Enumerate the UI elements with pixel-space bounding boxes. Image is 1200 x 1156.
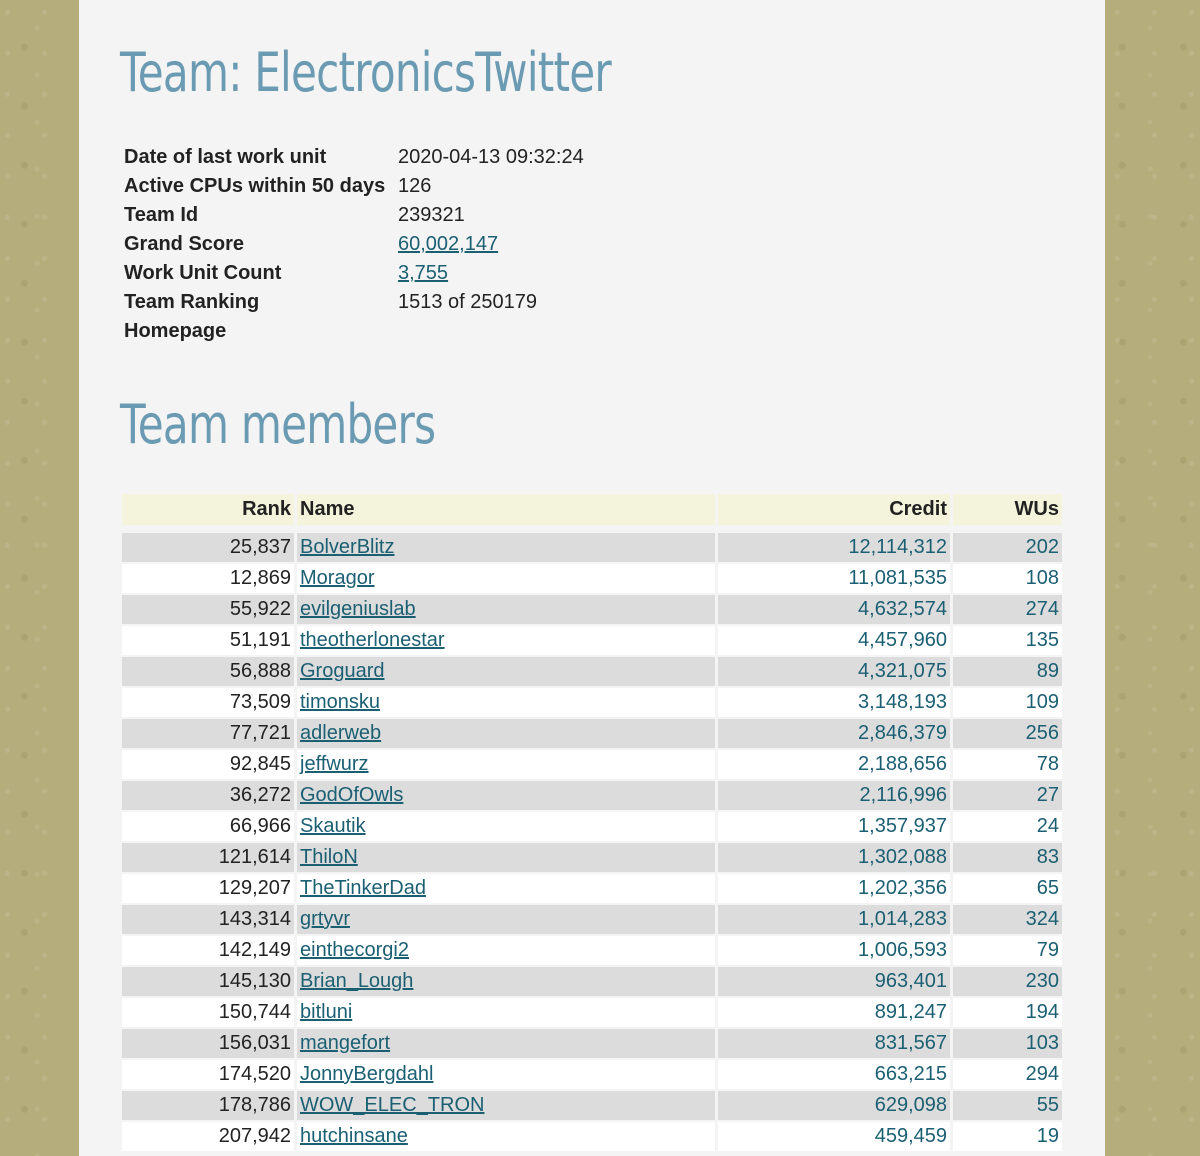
member-credit-cell (715, 781, 950, 812)
member-name-link[interactable]: timonsku (300, 691, 381, 713)
table-row (122, 595, 1062, 626)
wus-column-header[interactable]: WUs (950, 494, 1062, 533)
member-credit-cell (715, 626, 950, 657)
table-row (122, 564, 1062, 595)
member-name-link-cell (294, 1122, 715, 1153)
member-rank: 51,191 (229, 629, 291, 651)
member-name-link[interactable]: hutchinsane (300, 1125, 408, 1147)
member-rank-cell (122, 967, 294, 998)
member-name-link-cell (294, 626, 715, 657)
table-row (122, 1091, 1062, 1122)
info-row (123, 230, 587, 259)
member-credit: 3,148,193 (858, 691, 947, 713)
info-label: Homepage (124, 320, 227, 342)
member-wus-cell (950, 657, 1062, 688)
member-rank-cell (122, 1122, 294, 1153)
member-wus: 27 (1036, 784, 1059, 806)
table-row (122, 874, 1062, 905)
member-name-link-cell (294, 998, 715, 1029)
info-row (123, 143, 587, 172)
member-wus-cell (950, 750, 1062, 781)
member-name-link[interactable]: evilgeniuslab (300, 598, 416, 620)
member-name-link[interactable]: bitluni (300, 1001, 353, 1023)
member-rank-cell (122, 781, 294, 812)
table-header-row (122, 494, 1062, 533)
member-rank: 66,966 (229, 815, 291, 837)
info-value-link[interactable]: 60,002,147 (398, 233, 499, 255)
member-credit: 1,202,356 (858, 877, 947, 899)
member-rank-cell (122, 998, 294, 1029)
table-row (122, 626, 1062, 657)
member-wus-cell (950, 626, 1062, 657)
member-credit-cell (715, 874, 950, 905)
member-name-link[interactable]: mangefort (300, 1032, 391, 1054)
name-column-header[interactable]: Name (294, 494, 715, 533)
member-wus-cell (950, 967, 1062, 998)
info-value-cell (397, 259, 587, 288)
member-wus: 108 (1025, 567, 1059, 589)
info-value-cell (397, 201, 587, 230)
member-wus-cell (950, 1029, 1062, 1060)
info-label: Grand Score (124, 233, 245, 255)
member-credit-cell (715, 750, 950, 781)
member-name-link[interactable]: WOW_ELEC_TRON (300, 1094, 485, 1116)
member-rank-cell (122, 688, 294, 719)
member-rank: 207,942 (218, 1125, 291, 1147)
member-rank: 55,922 (229, 598, 291, 620)
member-rank-cell (122, 750, 294, 781)
member-name-link-cell (294, 750, 715, 781)
member-credit-cell (715, 1029, 950, 1060)
member-name-link-cell (294, 1029, 715, 1060)
member-name-link-cell (294, 936, 715, 967)
member-credit-cell (715, 564, 950, 595)
member-wus: 19 (1036, 1125, 1059, 1147)
member-name-link-cell (294, 905, 715, 936)
member-rank: 150,744 (218, 1001, 291, 1023)
info-value-cell (397, 230, 587, 259)
member-name-link[interactable]: einthecorgi2 (300, 939, 409, 961)
member-credit-cell (715, 1091, 950, 1122)
member-credit: 459,459 (874, 1125, 947, 1147)
member-rank-cell (122, 905, 294, 936)
member-credit-cell (715, 657, 950, 688)
member-credit-cell (715, 595, 950, 626)
member-credit: 2,846,379 (858, 722, 947, 744)
info-value-cell (397, 288, 587, 317)
member-wus-cell (950, 812, 1062, 843)
member-rank: 142,149 (218, 939, 291, 961)
member-name-link[interactable]: grtyvr (300, 908, 350, 930)
credit-column-header[interactable]: Credit (715, 494, 950, 533)
member-rank: 73,509 (229, 691, 291, 713)
member-rank-cell (122, 626, 294, 657)
member-credit-cell (715, 905, 950, 936)
member-credit: 831,567 (874, 1032, 947, 1054)
member-name-link-cell (294, 781, 715, 812)
table-row (122, 967, 1062, 998)
member-wus-cell (950, 719, 1062, 750)
member-rank: 145,130 (218, 970, 291, 992)
member-name-link[interactable]: GodOfOwls (300, 784, 404, 806)
member-wus-cell (950, 688, 1062, 719)
info-value: 1513 of 250179 (398, 291, 538, 313)
member-rank: 12,869 (229, 567, 291, 589)
member-wus-cell (950, 874, 1062, 905)
table-row (122, 750, 1062, 781)
member-wus: 55 (1036, 1094, 1059, 1116)
member-name-link-cell (294, 967, 715, 998)
member-wus: 65 (1036, 877, 1059, 899)
member-name-link-cell (294, 595, 715, 626)
member-name-link-cell (294, 843, 715, 874)
member-rank: 174,520 (218, 1063, 291, 1085)
member-rank-cell (122, 936, 294, 967)
member-name-link[interactable]: Skautik (300, 815, 366, 837)
member-credit: 1,014,283 (858, 908, 947, 930)
member-wus: 109 (1025, 691, 1059, 713)
info-label: Team Ranking (124, 291, 260, 313)
member-wus-cell (950, 781, 1062, 812)
member-rank-cell (122, 595, 294, 626)
member-credit: 12,114,312 (848, 536, 947, 558)
member-wus: 79 (1036, 939, 1059, 961)
table-row (122, 688, 1062, 719)
member-credit: 629,098 (874, 1094, 947, 1116)
member-rank-cell (122, 1029, 294, 1060)
member-name-link-cell (294, 812, 715, 843)
member-wus-cell (950, 1060, 1062, 1091)
member-name-link-cell (294, 657, 715, 688)
member-credit: 963,401 (874, 970, 947, 992)
member-wus-cell (950, 1091, 1062, 1122)
member-credit: 4,457,960 (858, 629, 947, 651)
member-wus: 78 (1036, 753, 1059, 775)
table-row (122, 843, 1062, 874)
member-wus: 83 (1036, 846, 1059, 868)
team-members-heading: Team members (120, 393, 436, 456)
member-name-link-cell (294, 688, 715, 719)
member-rank: 56,888 (229, 660, 291, 682)
member-name-link[interactable]: BolverBlitz (300, 536, 395, 558)
table-row (122, 1060, 1062, 1091)
member-wus-cell (950, 936, 1062, 967)
member-wus-cell (950, 533, 1062, 564)
member-wus-cell (950, 843, 1062, 874)
member-wus: 194 (1025, 1001, 1059, 1023)
member-name-link[interactable]: Moragor (300, 567, 375, 589)
member-credit: 2,188,656 (858, 753, 947, 775)
member-credit: 891,247 (874, 1001, 947, 1023)
member-credit-cell (715, 936, 950, 967)
table-row (122, 936, 1062, 967)
info-value: 2020-04-13 09:32:24 (398, 146, 584, 168)
member-rank: 25,837 (229, 536, 291, 558)
member-credit-cell (715, 843, 950, 874)
info-value: 239321 (398, 204, 465, 226)
member-wus-cell (950, 1122, 1062, 1153)
member-wus: 202 (1025, 536, 1059, 558)
member-rank: 77,721 (229, 722, 291, 744)
member-rank-cell (122, 1060, 294, 1091)
info-value-cell (397, 317, 587, 346)
member-rank-cell (122, 874, 294, 905)
member-wus: 89 (1036, 660, 1059, 682)
member-wus-cell (950, 998, 1062, 1029)
member-credit: 4,321,075 (858, 660, 947, 682)
info-row (123, 317, 587, 346)
member-wus: 230 (1025, 970, 1059, 992)
info-value: 126 (398, 175, 432, 197)
team-title: Team: ElectronicsTwitter (120, 41, 611, 104)
table-row (122, 1122, 1062, 1153)
member-name-link-cell (294, 719, 715, 750)
member-credit: 1,302,088 (858, 846, 947, 868)
member-rank-cell (122, 564, 294, 595)
info-row (123, 201, 587, 230)
member-name-link[interactable]: adlerweb (300, 722, 382, 744)
info-label: Work Unit Count (124, 262, 282, 284)
member-credit: 1,006,593 (858, 939, 947, 961)
member-credit: 4,632,574 (858, 598, 947, 620)
member-credit-cell (715, 1060, 950, 1091)
member-credit-cell (715, 533, 950, 564)
member-rank-cell (122, 719, 294, 750)
member-name-link[interactable]: JonnyBergdahl (300, 1063, 434, 1085)
member-name-link-cell (294, 874, 715, 905)
member-wus: 256 (1025, 722, 1059, 744)
table-row (122, 533, 1062, 564)
member-rank: 121,614 (218, 846, 291, 868)
member-name-link[interactable]: jeffwurz (300, 753, 369, 775)
rank-column-header[interactable]: Rank (122, 494, 294, 533)
member-rank: 92,845 (229, 753, 291, 775)
member-name-link[interactable]: ThiloN (300, 846, 358, 868)
member-credit-cell (715, 719, 950, 750)
member-credit: 663,215 (874, 1063, 947, 1085)
member-wus-cell (950, 905, 1062, 936)
member-credit: 2,116,996 (859, 784, 947, 806)
table-row (122, 781, 1062, 812)
table-row (122, 998, 1062, 1029)
member-wus: 24 (1036, 815, 1059, 837)
team-info-table (123, 143, 587, 346)
member-rank-cell (122, 1091, 294, 1122)
member-rank: 156,031 (218, 1032, 291, 1054)
member-rank-cell (122, 812, 294, 843)
member-name-link[interactable]: Brian_Lough (300, 970, 414, 992)
member-credit-cell (715, 998, 950, 1029)
member-credit: 11,081,535 (848, 567, 947, 589)
member-name-link[interactable]: Groguard (300, 660, 385, 682)
info-label: Active CPUs within 50 days (124, 175, 386, 197)
table-row (122, 719, 1062, 750)
member-name-link-cell (294, 564, 715, 595)
info-label: Team Id (124, 204, 199, 226)
member-rank-cell (122, 657, 294, 688)
member-name-link-cell (294, 533, 715, 564)
info-row (123, 259, 587, 288)
info-value-cell (397, 143, 587, 172)
member-rank: 36,272 (229, 784, 291, 806)
table-row (122, 1029, 1062, 1060)
info-row (123, 288, 587, 317)
member-wus: 294 (1025, 1063, 1059, 1085)
member-wus: 274 (1025, 598, 1059, 620)
member-rank: 143,314 (218, 908, 291, 930)
info-value-cell (397, 172, 587, 201)
page-content (79, 0, 1105, 1156)
member-credit-cell (715, 967, 950, 998)
member-rank-cell (122, 843, 294, 874)
table-row (122, 657, 1062, 688)
member-rank-cell (122, 533, 294, 564)
table-row (122, 812, 1062, 843)
member-name-link-cell (294, 1060, 715, 1091)
member-wus-cell (950, 595, 1062, 626)
info-value-link[interactable]: 3,755 (398, 262, 449, 284)
info-row (123, 172, 587, 201)
member-credit-cell (715, 812, 950, 843)
member-credit: 1,357,937 (858, 815, 947, 837)
member-name-link[interactable]: theotherlonestar (300, 629, 445, 651)
member-wus: 103 (1025, 1032, 1059, 1054)
info-label: Date of last work unit (124, 146, 327, 168)
member-credit-cell (715, 688, 950, 719)
member-name-link-cell (294, 1091, 715, 1122)
member-name-link[interactable]: TheTinkerDad (300, 877, 426, 899)
member-wus: 324 (1025, 908, 1059, 930)
table-row (122, 905, 1062, 936)
member-credit-cell (715, 1122, 950, 1153)
member-rank: 129,207 (218, 877, 291, 899)
member-wus-cell (950, 564, 1062, 595)
team-members-table (122, 494, 1062, 1153)
member-rank: 178,786 (218, 1094, 291, 1116)
member-wus: 135 (1025, 629, 1059, 651)
